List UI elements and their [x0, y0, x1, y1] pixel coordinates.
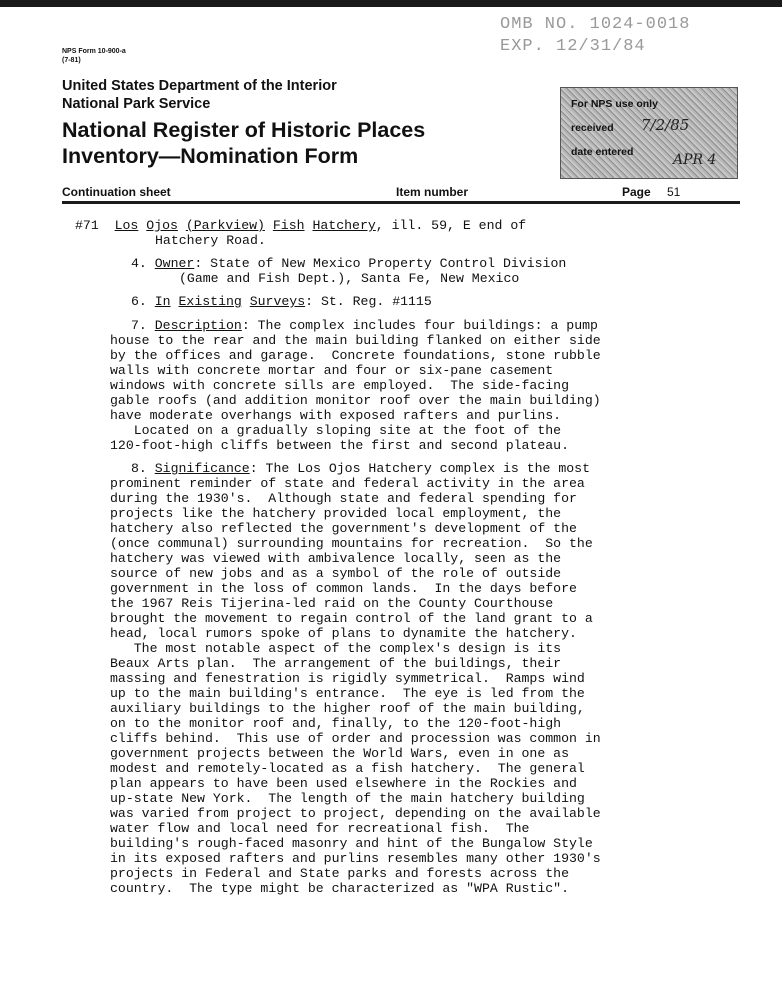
description-line: have moderate overhangs with exposed rafters and purlins. — [110, 408, 562, 423]
form-title-line2: Inventory—Nomination Form — [62, 144, 359, 168]
item-number-label: Item number — [396, 185, 469, 199]
significance-line: auxiliary buildings to the higher roof of the main building, — [110, 701, 585, 716]
description-line: gable roofs (and addition monitor roof over the main building) — [110, 393, 601, 408]
owner-label: Owner — [154, 256, 195, 271]
description-line: walls with concrete mortar and four or six-pane casement — [110, 363, 554, 378]
service-name: National Park Service — [62, 96, 211, 112]
surveys-label-existing: Existing — [178, 294, 242, 309]
entry-name-fish: Fish — [272, 218, 305, 233]
significance-line: country. The type might be characterized as "WPA Rustic". — [110, 881, 569, 896]
entry-line-1 — [75, 218, 526, 233]
significance-line: head, local rumors spoke of plans to dynamite the hatchery. — [110, 626, 577, 641]
page-label: Page — [622, 185, 651, 199]
significance-number: 8. — [131, 461, 147, 476]
form-date: (7-81) — [62, 57, 81, 64]
significance-line: massing and fenestration is rigidly symmetrical. Ramps wind — [110, 671, 585, 686]
significance-line: up to the main building's entrance. The eye is led from the — [110, 686, 585, 701]
significance-line: projects in Federal and State parks and forests across the — [110, 866, 569, 881]
owner-line-1 — [131, 256, 566, 271]
significance-line: Beaux Arts plan. The arrangement of the buildings, their — [110, 656, 562, 671]
significance-line: water flow and local need for recreational fish. The — [110, 821, 530, 836]
significance-line: on to the monitor roof and, finally, to the 120-foot-high — [110, 716, 562, 731]
significance-line: The most notable aspect of the complex's design is its — [110, 641, 562, 656]
significance-line: government projects between the World Wars, even in one as — [110, 746, 569, 761]
significance-line: during the 1930's. Although state and federal spending for — [110, 491, 577, 506]
surveys-text: : St. Reg. #1115 — [305, 294, 432, 309]
description-number: 7. — [131, 318, 147, 333]
description-line: house to the rear and the main building flanked on either side — [110, 333, 601, 348]
entry-name-parkview: (Parkview) — [185, 218, 265, 233]
entry-name-suffix: , ill. 59, E end of — [375, 218, 527, 233]
significance-line: cliffs behind. This use of order and procession was common in — [110, 731, 601, 746]
significance-line: the 1967 Reis Tijerina-led raid on the County Courthouse — [110, 596, 554, 611]
nps-box-received-handwritten: 7/2/85 — [641, 116, 690, 134]
description-line: 120-foot-high cliffs between the first and second plateau. — [110, 438, 569, 453]
significance-line: plan appears to have been used elsewhere in the Rockies and — [110, 776, 577, 791]
surveys-number: 6. — [131, 294, 147, 309]
form-number: NPS Form 10-900-a — [62, 48, 126, 55]
owner-line-2: (Game and Fish Dept.), Santa Fe, New Mexico — [179, 271, 520, 286]
significance-line: prominent reminder of state and federal activity in the area — [110, 476, 585, 491]
description-line: by the offices and garage. Concrete foundations, stone rubble — [110, 348, 601, 363]
significance-line: in its exposed rafters and purlins resembles many other 1930's — [110, 851, 601, 866]
entry-number: #71 — [75, 218, 99, 233]
significance-line: building's rough-faced masonry and hint of the Bungalow Style — [110, 836, 593, 851]
department-name: United States Department of the Interior — [62, 78, 337, 94]
significance-first-text: : The Los Ojos Hatchery complex is the most — [249, 461, 591, 476]
surveys-label-in: In — [154, 294, 171, 309]
nps-box-received-label: received — [571, 122, 614, 134]
significance-label: Significance — [154, 461, 250, 476]
continuation-sheet-label: Continuation sheet — [62, 185, 171, 199]
significance-line: hatchery was viewed with ambivalence locally, seen as the — [110, 551, 562, 566]
owner-number: 4. — [131, 256, 147, 271]
description-line: Located on a gradually sloping site at the foot of the — [110, 423, 562, 438]
nps-box-heading: For NPS use only — [571, 98, 658, 110]
significance-line: was varied from project to project, depending on the available — [110, 806, 601, 821]
significance-line: (once communal) surrounding mountains for recreation. So the — [110, 536, 593, 551]
significance-line: brought the movement to regain control of the land grant to a — [110, 611, 593, 626]
description-line-1 — [131, 318, 598, 333]
owner-text: : State of New Mexico Property Control Division — [194, 256, 567, 271]
page-number: 51 — [667, 185, 681, 199]
nps-box-entered-handwritten: APR 4 — [673, 152, 717, 168]
significance-line: government in the loss of common lands. In the days before — [110, 581, 577, 596]
description-line: windows with concrete sills are employed. The side-facing — [110, 378, 569, 393]
form-title-line1: National Register of Historic Places — [62, 118, 426, 142]
description-first-text: : The complex includes four buildings: a pump — [241, 318, 598, 333]
significance-line: modest and remotely-located as a fish hatchery. The general — [110, 761, 585, 776]
omb-number: OMB NO. 1024-0018 — [500, 15, 691, 34]
omb-expiration: EXP. 12/31/84 — [500, 37, 646, 56]
significance-line: source of new jobs and as a symbol of the role of outside — [110, 566, 562, 581]
significance-line: up-state New York. The length of the main hatchery building — [110, 791, 585, 806]
entry-line-2: Hatchery Road. — [155, 233, 266, 248]
significance-line: hatchery also reflected the government's development of the — [110, 521, 577, 536]
surveys-line — [131, 294, 432, 309]
entry-name-hatchery: Hatchery — [312, 218, 376, 233]
entry-name-los: Los — [114, 218, 139, 233]
surveys-label-surveys: Surveys — [249, 294, 306, 309]
description-label: Description — [154, 318, 242, 333]
significance-line-1 — [131, 461, 590, 476]
significance-line: projects like the hatchery provided local employment, the — [110, 506, 562, 521]
nps-box-entered-label: date entered — [571, 146, 634, 158]
entry-name-ojos: Ojos — [146, 218, 178, 233]
